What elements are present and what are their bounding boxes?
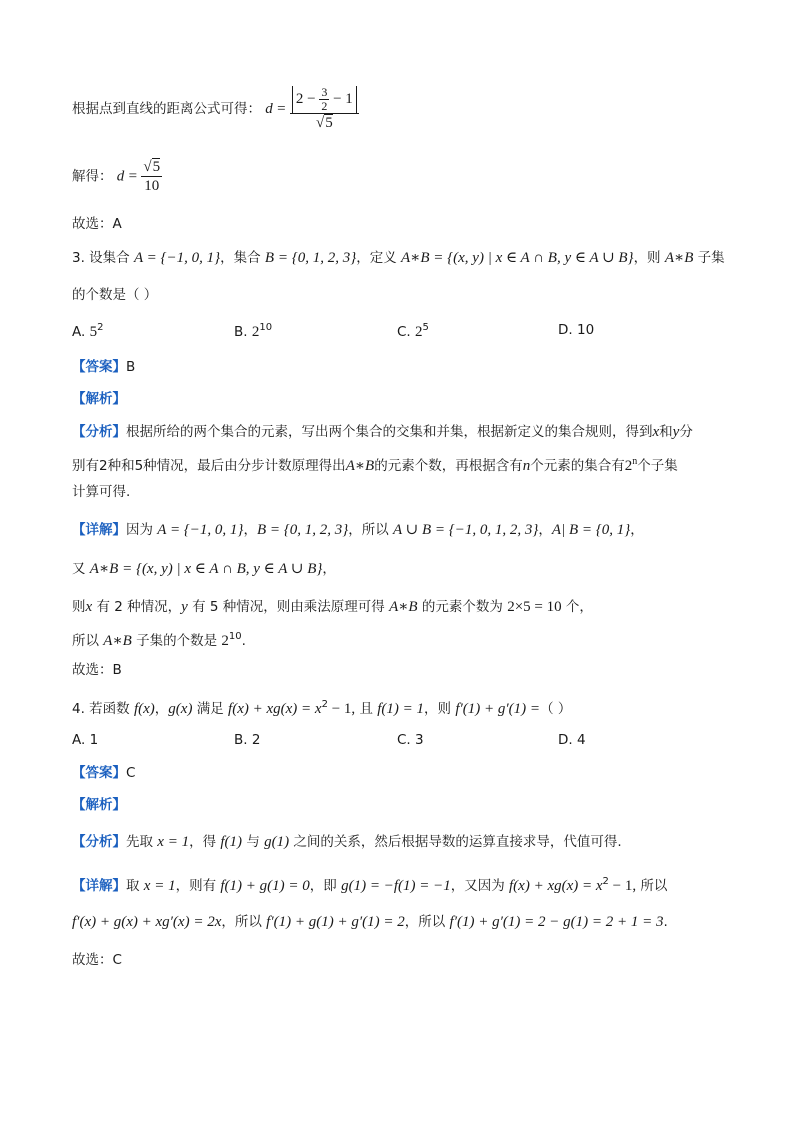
q4-option-d: D. 4 [558,732,586,748]
distance-fraction: 2 − $\frac{3}{2}$ − 1 √5 [290,86,359,132]
choose-c: 故选：C [72,952,122,968]
q3-option-c: C. $2^5$ [397,322,429,340]
result-line: 解得： d = $\frac{√5}{10}$ [72,159,161,194]
result-fraction: $\frac{√5}{10}$ [143,159,161,194]
distance-formula-text: 根据点到直线的距离公式可得： [72,101,261,117]
sqrt-icon: √ [315,115,325,131]
q4-fenxi: 【分析】先取 x = 1，得 f(1) 与 g(1) 之间的关系，然后根据导数的运算直接求导，代值可得. [72,834,622,850]
q4-xiangjie-line1: 【详解】取 x = 1，则有 f(1) + g(1) = 0，即 g(1) = −f(1) = −1，又因为 $f(x) + xg(x) = x^2 - 1$, 所以 [72,876,668,894]
var-d: d [265,101,273,117]
distance-formula-line [72,86,359,132]
q3-option-d: D. 10 [558,322,595,338]
q4-option-a: A. 1 [72,732,99,748]
q4-jiexi: 【解析】 [72,797,126,813]
q3-jiexi: 【解析】 [72,391,126,407]
q3-xiangjie-line2: 又 A∗B = {(x, y) | x ∈ A ∩ B, y ∈ A ∪ B}， [72,561,336,577]
sqrt-icon: √ [143,159,152,175]
result-text: 解得： [72,168,113,185]
abs-value: 2 − $\frac{3}{2}$ − 1 [292,86,357,113]
q3-stem-line2: 的个数是（ ） [72,287,158,303]
q4-answer: 【答案】C [72,765,136,781]
three-halves: $\frac{3}{2}$ [321,85,328,113]
q4-option-c: C. 3 [397,732,424,748]
choose-b: 故选：B [72,662,122,678]
q3-option-b: B. $2^{10}$ [234,322,273,340]
definition: A∗B = {(x, y) | x ∈ A ∩ B, y ∈ A ∪ B} [401,250,634,266]
q4-option-b: B. 2 [234,732,261,748]
q3-xiangjie-line3: 则x 有 2 种情况，y 有 5 种情况，则由乘法原理可得 A∗B 的元素个数为 2×5 = 10 个， [72,599,593,615]
q4-xiangjie-line2: f′(x) + g(x) + xg′(x) = 2x，所以 f′(1) + g(1) + g′(1) = 2，所以 f′(1) + g′(1) = 2 − g(1) = 2 + 1 = 3. [72,914,668,930]
q3-fenxi-line2: 别有2种和5种情况，最后由分步计数原理得出A∗B的元素个数，再根据含有n个元素的集合有2$^n$个子集 [72,456,678,474]
q3-xiangjie-line1: 【详解】因为 A = {−1, 0, 1}，B = {0, 1, 2, 3}，所以 A ∪ B = {−1, 0, 1, 2, 3}，A| B = {0, 1}， [72,522,644,538]
q3-option-a: A. $5^2$ [72,322,104,340]
q4-stem: 4. 若函数 f(x)，g(x) 满足 $f(x) + xg(x) = x^2 - 1$, 且 f(1) = 1，则 f′(1) + g′(1) =（ ） [72,699,572,717]
q3-answer: 【答案】B [72,359,136,375]
set-b: B = {0, 1, 2, 3} [264,250,357,266]
q3-xiangjie-line4: 所以 A∗B 子集的个数是 $2^{10}$. [72,631,246,649]
q3-fenxi-line3: 计算可得. [72,484,131,500]
choose-a: 故选：A [72,216,122,232]
q3-fenxi-line1: 【分析】根据所给的两个集合的元素，写出两个集合的交集和并集，根据新定义的集合规则，得到x和y分 [72,424,693,440]
set-a: A = {−1, 0, 1} [133,250,221,266]
equals-sign: = [277,101,286,117]
q3-stem-line1: 3. 设集合 A = {−1, 0, 1}，集合 B = {0, 1, 2, 3}，定义 A∗B = {(x, y) | x ∈ A ∩ B, y ∈ A ∪ B}，则 A∗B 子集 [72,250,725,266]
